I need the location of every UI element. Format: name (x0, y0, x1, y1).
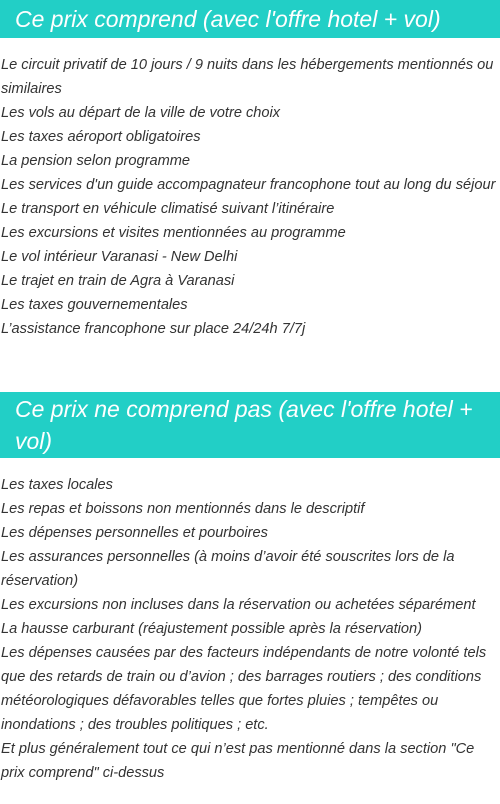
excluded-section (0, 392, 500, 785)
list-item: Les taxes aéroport obligatoires (1, 129, 201, 145)
list-item: Le circuit privatif de 10 jours / 9 nuits dans les hébergements mentionnés ou similaires (1, 57, 494, 97)
included-section (0, 0, 500, 341)
included-list (0, 53, 500, 341)
list-item: Le trajet en train de Agra à Varanasi (1, 273, 235, 289)
list-item: Les repas et boissons non mentionnés dans le descriptif (1, 501, 365, 517)
list-item: Et plus généralement tout ce qui n’est pas mentionné dans la section "Ce prix comprend" ci-dessus (1, 741, 475, 781)
list-item: Les excursions et visites mentionnées au programme (1, 225, 346, 241)
list-item: Les excursions non incluses dans la réservation ou achetées séparément (1, 597, 476, 613)
list-item: Les vols au départ de la ville de votre choix (1, 105, 281, 121)
list-item: Les taxes locales (1, 477, 113, 493)
included-section-title: Ce prix comprend (avec l'offre hotel + vol) (0, 0, 500, 38)
list-item: Les services d'un guide accompagnateur francophone tout au long du séjour (1, 177, 496, 193)
list-item: Le vol intérieur Varanasi - New Delhi (1, 249, 238, 265)
list-item: La hausse carburant (réajustement possible après la réservation) (1, 621, 423, 637)
list-item: Les dépenses causées par des facteurs indépendants de notre volonté tels que des retards de train ou d’avion ; des barrages routiers ; des conditions météorologiques défavorables telles que fortes pluies ; tempêtes ou inondations ; des troubles politiques ; etc. (1, 645, 487, 733)
list-item: Le transport en véhicule climatisé suivant l’itinéraire (1, 201, 335, 217)
excluded-section-title: Ce prix ne comprend pas (avec l'offre hotel + vol) (0, 392, 500, 458)
list-item: L’assistance francophone sur place 24/24h 7/7j (1, 321, 306, 337)
list-item: Les dépenses personnelles et pourboires (1, 525, 268, 541)
list-item: La pension selon programme (1, 153, 191, 169)
list-item: Les assurances personnelles (à moins d’avoir été souscrites lors de la réservation) (1, 549, 455, 589)
excluded-list (0, 473, 500, 785)
list-item: Les taxes gouvernementales (1, 297, 188, 313)
